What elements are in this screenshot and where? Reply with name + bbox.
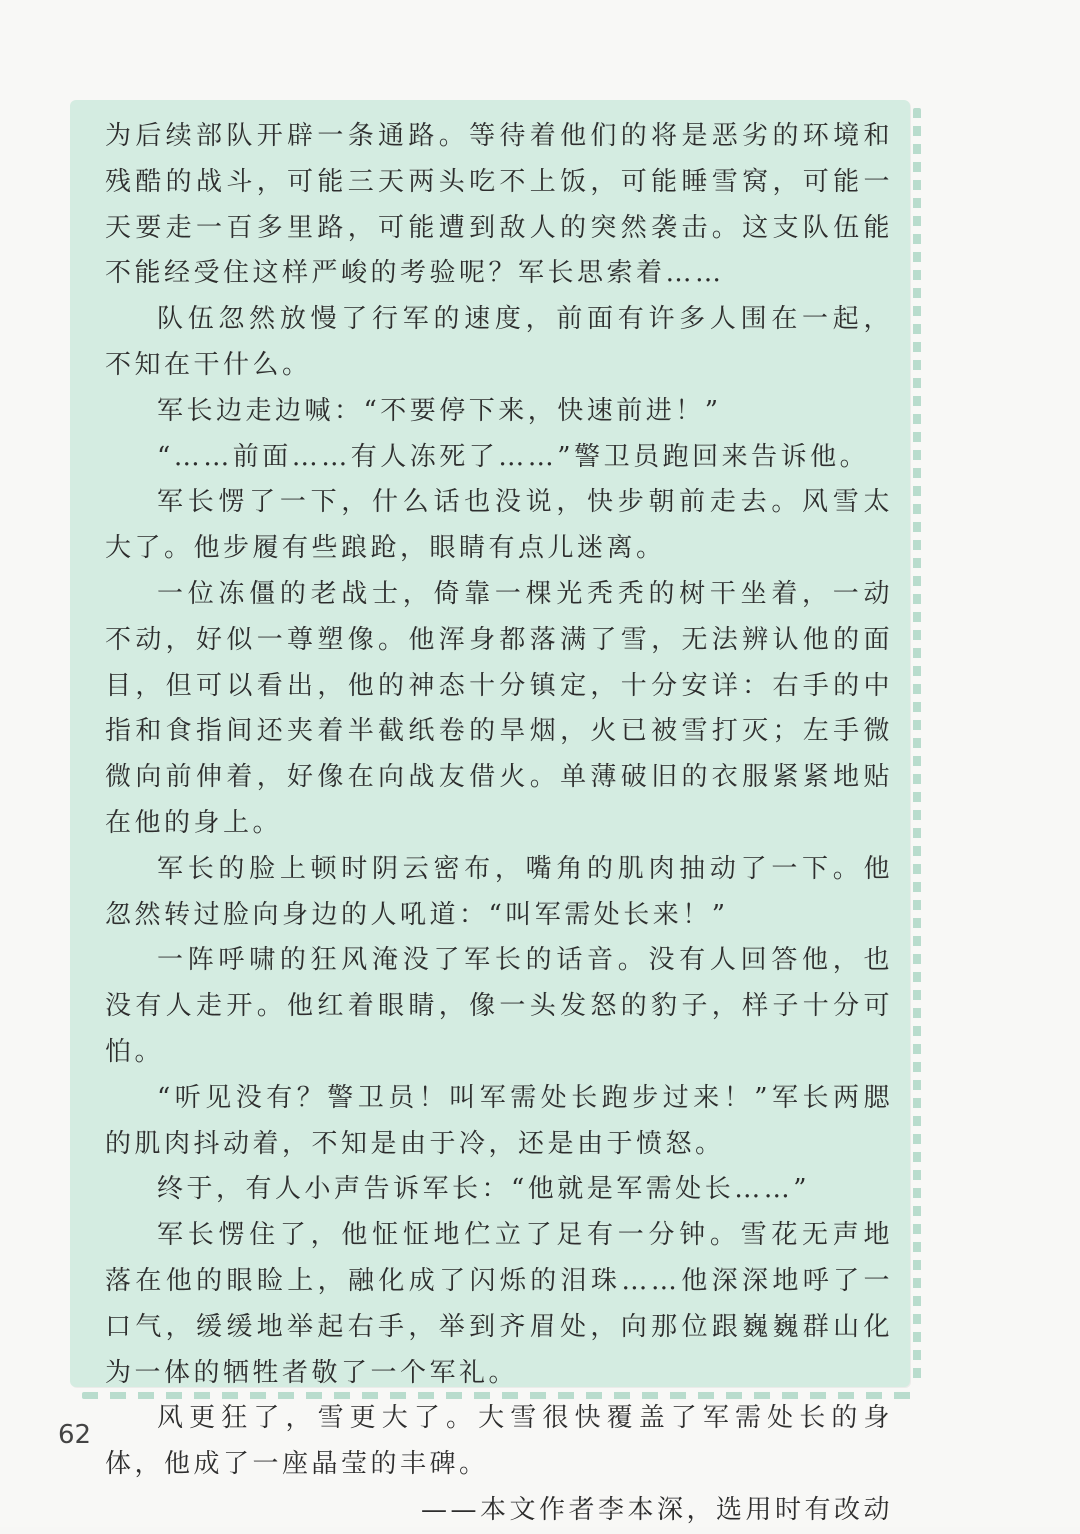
paragraph-1: 为后续部队开辟一条通路。等待着他们的将是恶劣的环境和残酷的战斗，可能三天两头吃不上饭，可能睡雪窝，可能一天要走一百多里路，可能遭到敌人的突然袭击。这支队伍能不能经受住这样严峻的考验呢？军长思索着…… bbox=[105, 121, 893, 289]
paragraph-12: 风更狂了，雪更大了。大雪很快覆盖了军需处长的身体，他成了一座晶莹的丰碑。 bbox=[105, 1403, 893, 1480]
panel-dashed-border-right bbox=[913, 108, 921, 1383]
paragraph-9: “听见没有？警卫员！叫军需处长跑步过来！”军长两腮的肌肉抖动着，不知是由于冷，还是由于愤怒。 bbox=[105, 1082, 893, 1159]
paragraph-7: 军长的脸上顿时阴云密布，嘴角的肌肉抽动了一下。他忽然转过脸向身边的人吼道：“叫军需处长来！” bbox=[105, 853, 893, 930]
article-body bbox=[105, 114, 893, 1534]
paragraph-3: 军长边走边喊：“不要停下来，快速前进！” bbox=[157, 395, 722, 426]
paragraph-10: 终于，有人小声告诉军长：“他就是军需处长……” bbox=[157, 1174, 811, 1205]
paragraph-8: 一阵呼啸的狂风淹没了军长的话音。没有人回答他，也没有人走开。他红着眼睛，像一头发怒的豹子，样子十分可怕。 bbox=[105, 945, 893, 1067]
paragraph-11: 军长愣住了，他怔怔地伫立了足有一分钟。雪花无声地落在他的眼睑上，融化成了闪烁的泪珠……他深深地呼了一口气，缓缓地举起右手，举到齐眉处，向那位跟巍巍群山化为一体的牺牲者敬了一个军礼。 bbox=[105, 1220, 893, 1388]
paragraph-5: 军长愣了一下，什么话也没说，快步朝前走去。风雪太大了。他步履有些踉跄，眼睛有点儿迷离。 bbox=[105, 487, 893, 564]
paragraph-4: “……前面……有人冻死了……”警卫员跑回来告诉他。 bbox=[157, 441, 870, 472]
paragraph-2: 队伍忽然放慢了行军的速度，前面有许多人围在一起，不知在干什么。 bbox=[105, 304, 893, 380]
author-attribution: ——本文作者李本深，选用时有改动 bbox=[420, 1494, 893, 1525]
page-number: 62 bbox=[58, 1420, 92, 1450]
paragraph-6: 一位冻僵的老战士，倚靠一棵光秃秃的树干坐着，一动不动，好似一尊塑像。他浑身都落满了雪，无法辨认他的面目，但可以看出，他的神态十分镇定，十分安详：右手的中指和食指间还夹着半截纸卷的旱烟，火已被雪打灭；左手微微向前伸着，好像在向战友借火。单薄破旧的衣服紧紧地贴在他的身上。 bbox=[105, 578, 893, 838]
